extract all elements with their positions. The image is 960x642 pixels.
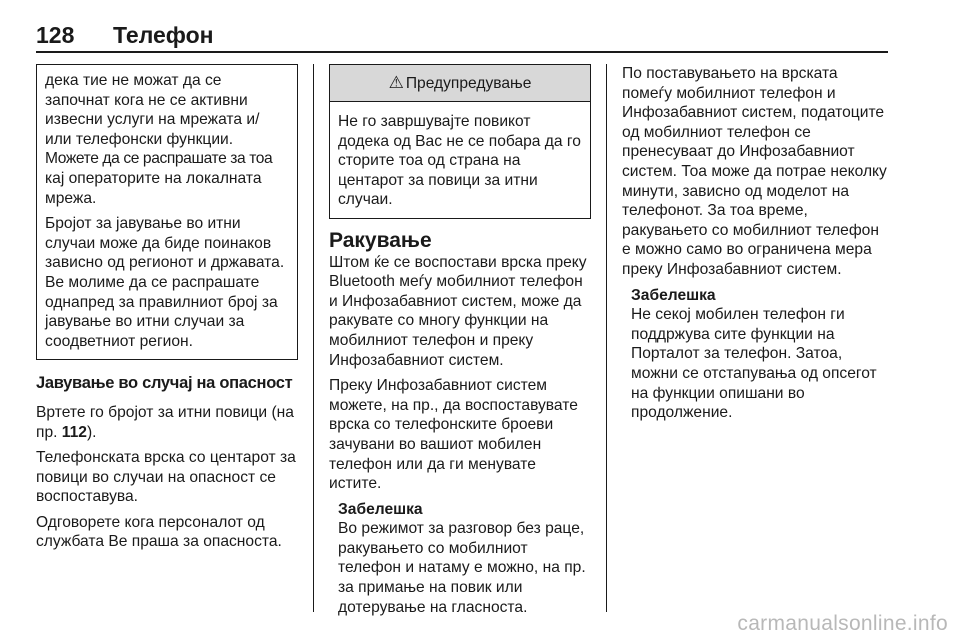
watermark: carmanualsonline.info — [737, 612, 948, 635]
page-reference-link[interactable]: 112 — [61, 423, 87, 441]
paragraph — [36, 403, 298, 442]
note-title: Забелешка — [338, 500, 423, 518]
warning-body: Не го завршувајте повикот додека од Вас не се побара да го сторите тоа од страна на центарот за повици за итни случаи. — [338, 113, 581, 209]
box-line: извесни услуги на мрежата и/ — [45, 111, 260, 129]
paragraph: По поставувањето на врската помеѓу мобилниот телефон и Инфозабавниот систем, податоците од мобилниот телефон се пренесуваат до Инфозабавниот систем. Тоа може да потрае неколку минути, зависно од моделот на телефонот. За тоа време, ракувањето со мобилниот телефон е можно само во ограничена мера преку Инфозабавниот систем. — [622, 65, 887, 278]
info-box-paragraph-1 — [45, 71, 289, 208]
chapter-title: Телефон — [113, 22, 214, 48]
column-1 — [36, 64, 298, 558]
note-text: Во режимот за разговор без раце, ракувањето со мобилниот телефон и натаму е можно, на пр. за примање на повик или дотерување на гласноста. — [338, 520, 586, 616]
note-title: Забелешка — [631, 286, 716, 304]
box-line: или телефонски функции. — [45, 130, 234, 148]
warning-title: Предупредување — [405, 75, 532, 92]
paragraph: Преку Инфозабавниот систем можете, на пр., да воспоставувате врска со телефонските броеви зачувани во вашиот мобилен телефон или да ги менувате истите. — [329, 377, 578, 493]
warning-box — [329, 64, 591, 219]
box-line: кај операторите на локалната — [45, 169, 262, 187]
section-title-operation: Ракување — [329, 228, 432, 252]
box-line: започнат кога не се активни — [45, 91, 248, 109]
box-line: Можете да се распрашате за тоа — [45, 150, 273, 168]
paragraph: Телефонската врска со центарот за повици во случаи на опасност се воспоставува. — [36, 449, 296, 506]
column-3 — [622, 64, 888, 423]
column-divider-2 — [606, 64, 607, 612]
paragraph-text: ). — [86, 423, 97, 441]
warning-header — [330, 65, 590, 102]
column-divider-1 — [313, 64, 314, 612]
note-block — [338, 500, 591, 618]
paragraph: Штом ќе се воспостави врска преку Bluetooth меѓу мобилниот телефон и Инфозабавниот систем, може да ракувате со многу функции на мобилниот телефон и преку Инфозабавниот систем. — [329, 253, 587, 369]
paragraph: Одговорете кога персоналот од службата Ве праша за опасноста. — [36, 513, 282, 551]
header-rule — [36, 51, 888, 53]
warning-triangle-icon: ⚠ — [388, 73, 404, 92]
box-line: дека тие не можат да се — [45, 72, 222, 89]
note-text: Не секој мобилен телефон ги поддржува сите функции на Порталот за телефон. Затоа, можни се отстапувања од опсегот на функции опишани во продолжение. — [631, 306, 877, 422]
page-number: 128 — [36, 22, 75, 48]
section-title-emergency: Јавување во случај на опасност — [36, 374, 293, 393]
info-box-paragraph-2: Бројот за јавување во итни случаи може да биде поинаков зависно од регионот и државата. Ве молиме да се распрашате однапред за правилниот број за јавување во итни случаи за соодветниот регион. — [45, 215, 285, 350]
info-box — [36, 64, 298, 360]
box-line: мрежа. — [45, 189, 97, 207]
note-block — [631, 286, 888, 423]
paragraph-text: Вртете го бројот за итни повици (на пр. — [36, 403, 294, 441]
column-2 — [329, 64, 591, 617]
page-header — [36, 22, 888, 52]
